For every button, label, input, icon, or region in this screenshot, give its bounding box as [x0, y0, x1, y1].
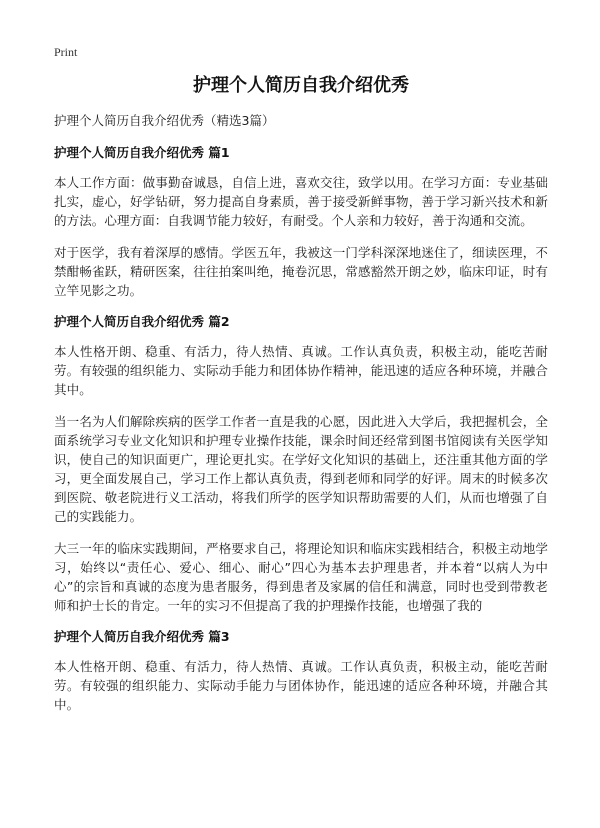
- section-heading: 护理个人简历自我介绍优秀 篇1: [54, 145, 230, 160]
- paragraph: 对于医学，我有着深厚的感情。学医五年，我被这一门学科深深地迷住了，细读医理，不禁酣畅雀跃，精研医案，往往拍案叫绝，掩卷沉思，常感豁然开朗之妙，临床印证，时有立竿见影之功。: [54, 245, 548, 298]
- paragraph: 大三一年的临床实践期间，严格要求自己，将理论知识和临床实践相结合，积极主动地学习，始终以“责任心、爱心、细心、耐心”四心为基本去护理患者，并本着“以病人为中心”的宗旨和真诚的态度为患者服务，得到患者及家属的信任和满意，同时也受到带教老师和护士长的肯定。一年的实习不但提高了我的护理操作技能，也增强了我的: [54, 541, 548, 613]
- section-heading: 护理个人简历自我介绍优秀 篇2: [54, 314, 230, 329]
- paragraph: 本人工作方面：做事勤奋诚恳，自信上进，喜欢交往，致学以用。在学习方面：专业基础扎实，虚心，好学钻研，努力提高自身素质，善于接受新鲜事物，善于学习新兴技术和新的方法。心理方面：自我调节能力较好，有耐受。个人亲和力较好，善于沟通和交流。: [54, 175, 548, 228]
- print-link[interactable]: Print: [54, 45, 78, 59]
- section-1: [54, 144, 548, 300]
- paragraph: 当一名为人们解除疾病的医学工作者一直是我的心愿，因此进入大学后，我把握机会，全面系统学习专业文化知识和护理专业操作技能，课余时间还经常到图书馆阅读有关医学知识，使自己的知识面更广，理论更扎实。在学好文化知识的基础上，还注重其他方面的学习，更全面发展自己，学习工作上都认真负责，得到老师和同学的好评。周末的时候多次到医院、敬老院进行义工活动，将我们所学的医学知识帮助需要的人们，从而也增强了自己的实践能力。: [54, 414, 548, 524]
- section-heading: 护理个人简历自我介绍优秀 篇3: [54, 629, 230, 644]
- section-2: [54, 313, 548, 615]
- document-subtitle: 护理个人简历自我介绍优秀（精选3篇）: [54, 113, 275, 128]
- section-3: [54, 628, 548, 714]
- paragraph: 本人性格开朗、稳重、有活力，待人热情、真诚。工作认真负责，积极主动，能吃苦耐劳。有较强的组织能力、实际动手能力与团体协作，能迅速的适应各种环境，并融合其中。: [54, 659, 548, 712]
- paragraph: 本人性格开朗、稳重、有活力，待人热情、真诚。工作认真负责，积极主动，能吃苦耐劳。有较强的组织能力、实际动手能力和团体协作精神，能迅速的适应各种环境，并融合其中。: [54, 344, 548, 397]
- page-title: 护理个人简历自我介绍优秀: [193, 75, 409, 96]
